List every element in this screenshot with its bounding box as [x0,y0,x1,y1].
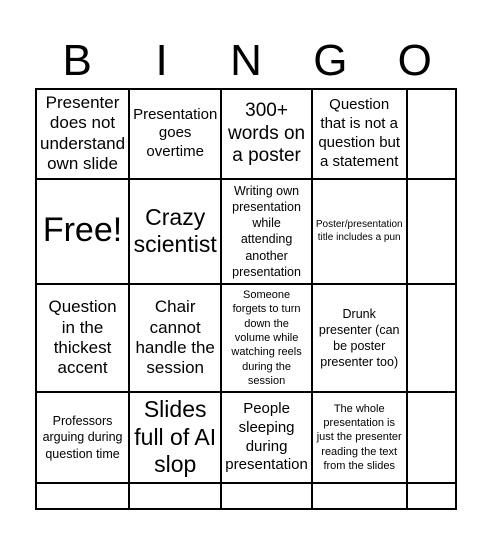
bingo-cell[interactable]: The whole presentation is just the presenter reading the text from the slides [312,392,407,483]
bingo-header [35,36,457,86]
header-letter-b: B [62,36,92,85]
header-letter-g: G [313,36,348,85]
bingo-cell[interactable] [36,483,129,509]
bingo-cell[interactable]: Slides full of AI slop [129,392,221,483]
bingo-cell[interactable]: Presentation goes overtime [129,89,221,179]
bingo-cell[interactable]: People sleeping during presentation [221,392,312,483]
bingo-cell[interactable]: Someone forgets to turn down the volume while watching reels during the session [221,284,312,392]
bingo-cell[interactable] [407,89,456,179]
bingo-cell[interactable] [221,483,312,509]
bingo-cell[interactable] [129,483,221,509]
bingo-cell[interactable] [407,483,456,509]
bingo-cell[interactable] [312,483,407,509]
bingo-grid [35,88,457,510]
header-letter-i: I [155,36,168,85]
bingo-cell[interactable]: Crazy scientist [129,179,221,285]
bingo-cell[interactable]: Question in the thickest accent [36,284,129,392]
bingo-cell[interactable]: Drunk presenter (can be poster presenter too) [312,284,407,392]
bingo-cell[interactable] [407,284,456,392]
bingo-cell-free[interactable]: Free! [36,179,129,285]
bingo-cell[interactable]: Professors arguing during question time [36,392,129,483]
bingo-cell[interactable]: Poster/presentation title includes a pun [312,179,407,285]
header-letter-o: O [397,36,432,85]
bingo-cell[interactable] [407,392,456,483]
header-letter-n: N [230,36,262,85]
bingo-cell[interactable]: Presenter does not understand own slide [36,89,129,179]
bingo-cell[interactable] [407,179,456,285]
bingo-cell[interactable]: Chair cannot handle the session [129,284,221,392]
bingo-cell[interactable]: 300+ words on a poster [221,89,312,179]
bingo-cell[interactable]: Question that is not a question but a statement [312,89,407,179]
bingo-cell[interactable]: Writing own presentation while attending another presentation [221,179,312,285]
